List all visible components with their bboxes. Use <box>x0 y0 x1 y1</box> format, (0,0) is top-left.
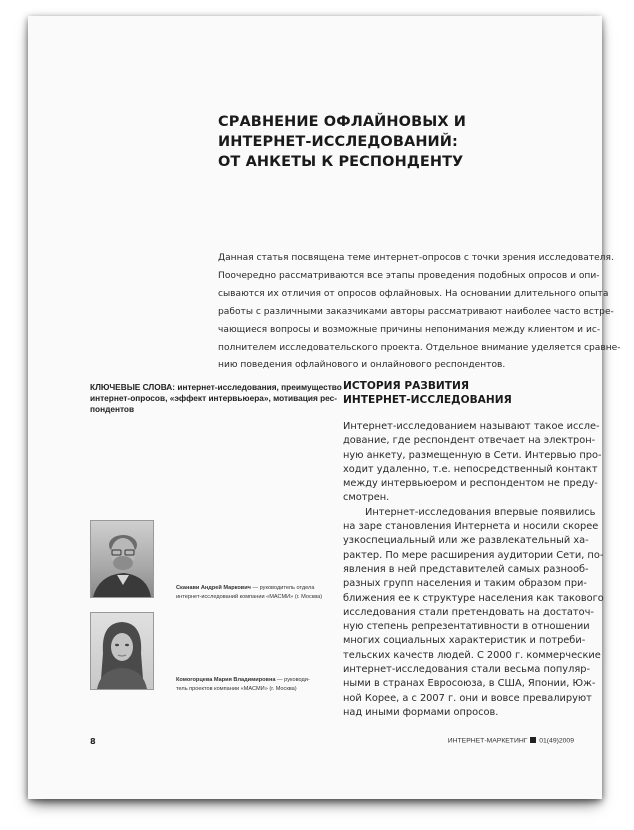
body-line: ной Корее, а с 2007 г. они и вовсе превалируют <box>343 692 592 704</box>
author2-caption <box>176 676 346 693</box>
body-column <box>343 420 604 720</box>
keywords-line: интернет-опросов, «эффект интервьюера», мотивация рес- <box>90 393 338 403</box>
abstract-line: Данная статья посвящена теме интернет-опросов с точки зрения исследователя. <box>218 253 614 263</box>
body-line: многих социальных характеристик и потреби- <box>343 635 586 647</box>
body-line: дование, где респондент отвечает на электрон- <box>343 435 596 447</box>
body-line: над иными формами опросов. <box>343 706 499 718</box>
author-photo-woman <box>90 612 154 690</box>
body-line: ближения ее к структуре населения как такового <box>343 592 604 604</box>
section-heading-line: ИНТЕРНЕТ-ИССЛЕДОВАНИЯ <box>343 393 512 406</box>
keywords-line: пондентов <box>90 404 135 414</box>
body-line: ными в странах Евросоюза, в США, Японии, Юж- <box>343 678 596 690</box>
section-heading-line: ИСТОРИЯ РАЗВИТИЯ <box>343 380 470 392</box>
square-bullet-icon <box>530 737 536 743</box>
author1-name: Сканави Андрей Маркович <box>176 585 251 591</box>
body-line: тельских качеств людей. С 2000 г. коммерческие <box>343 649 601 661</box>
author-photo-man <box>90 520 154 598</box>
abstract-line: Поочередно рассматриваются все этапы проведения подобных опросов и опи- <box>218 270 600 281</box>
issue-number: 01(49)2009 <box>539 737 574 745</box>
abstract-line: нию поведения офлайнового и онлайнового респондентов. <box>218 360 506 371</box>
abstract-line: полнителем исследовательского проекта. Отдельное внимание уделяется сравне- <box>218 342 621 353</box>
body-line: интернет-исследования стали весьма популяр- <box>343 664 590 676</box>
title-line: ОТ АНКЕТЫ К РЕСПОНДЕНТУ <box>218 154 464 170</box>
author1-caption <box>176 584 346 601</box>
body-line: узкоспециальный или же развлекательный ха- <box>343 535 589 547</box>
body-line: на заре становления Интернета и носили скорее <box>343 521 599 533</box>
body-line: рактер. По мере расширения аудитории Сети, по- <box>343 549 604 561</box>
keywords-block <box>90 382 342 415</box>
author1-role: — руководитель отдела <box>250 585 315 591</box>
section-heading <box>343 380 593 407</box>
author2-role: — руководи- <box>275 677 310 683</box>
body-line: явления в ней представителей самых разнооб- <box>343 563 589 575</box>
magazine-name: ИНТЕРНЕТ-МАРКЕТИНГ <box>447 737 528 745</box>
article-abstract <box>218 250 621 375</box>
author2-name: Комогорцева Мария Владимировна <box>176 677 276 683</box>
author2-role-cont: тель проектов компании «МАСМИ» (г. Москва) <box>176 685 297 692</box>
abstract-line: работы с различными заказчиками авторы рассматривают наиболее часто встре- <box>218 306 614 317</box>
abstract-line: сываются их отличия от опросов офлайновых. На основании длительного опыта <box>218 288 609 299</box>
body-line: исследования стали претендовать на достаточ- <box>343 606 594 618</box>
body-line: Интернет-исследования впервые появились <box>365 506 596 518</box>
article-title <box>218 112 538 172</box>
author1-role-cont: интернет-исследований компании «МАСМИ» (г. Москва) <box>176 593 323 600</box>
page-number: 8 <box>90 736 96 746</box>
keywords-line: КЛЮЧЕВЫЕ СЛОВА: интернет-исследования, преимущество <box>90 382 342 392</box>
title-line: ИНТЕРНЕТ-ИССЛЕДОВАНИЙ: <box>218 134 458 150</box>
body-line: ную степень репрезентативности в отношении <box>343 621 590 633</box>
body-line: разных групп населения и таким образом при- <box>343 578 587 590</box>
body-line: между интервьюером и респондентом не преду- <box>343 478 598 490</box>
magazine-footer <box>448 737 574 745</box>
body-line: ную анкету, размещенную в Сети. Интервью про- <box>343 449 602 461</box>
title-line: СРАВНЕНИЕ ОФЛАЙНОВЫХ И <box>218 114 467 130</box>
body-line: Интернет-исследованием называют такое иссле- <box>343 421 600 432</box>
body-line: смотрен. <box>343 492 390 504</box>
abstract-line: чающиеся вопросы и возможные причины непонимания между клиентом и ис- <box>218 324 601 335</box>
body-line: ходит удаленно, т.е. непосредственный контакт <box>343 463 598 475</box>
